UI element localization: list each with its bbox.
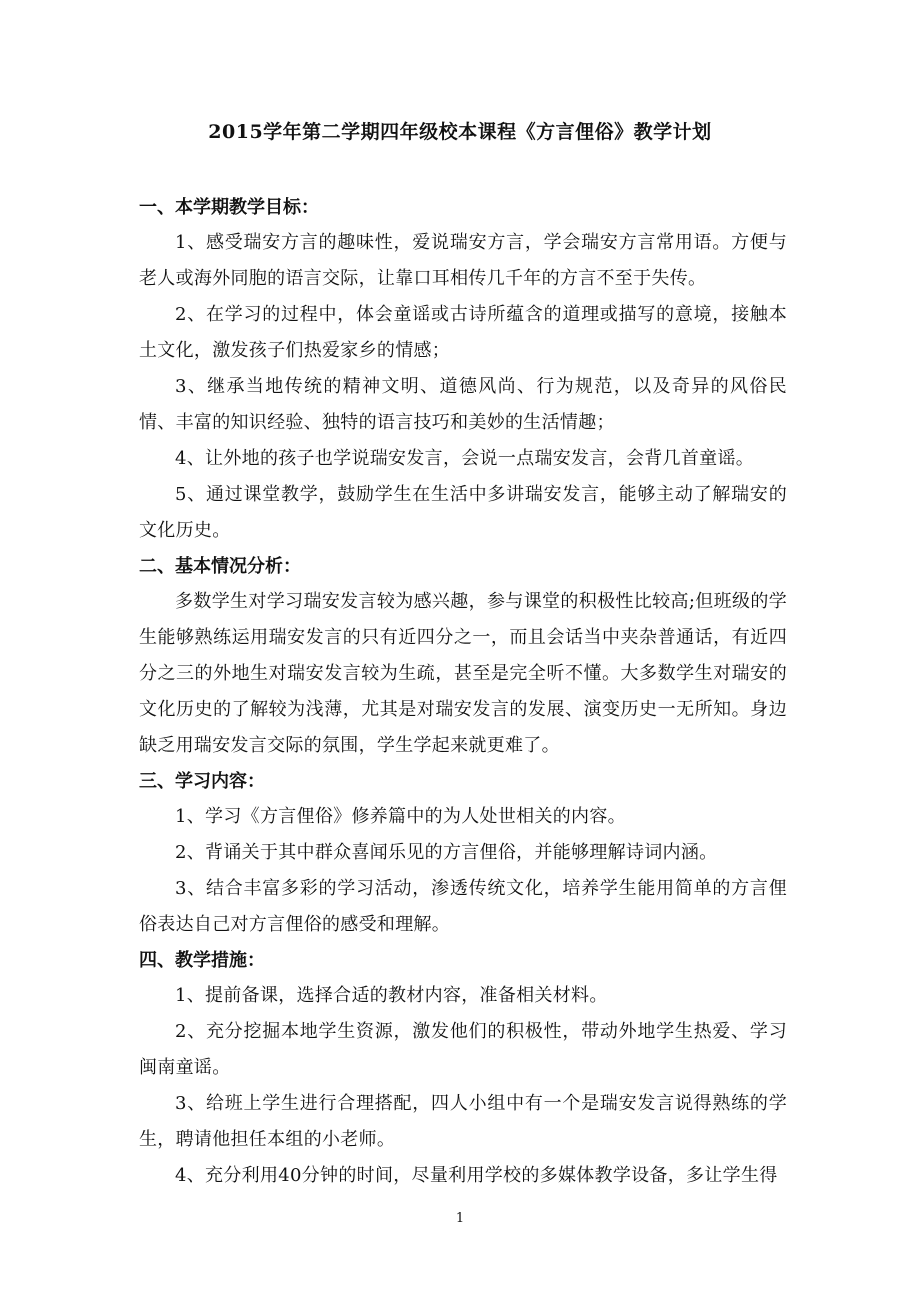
paragraph: 2、背诵关于其中群众喜闻乐见的方言俚俗，并能够理解诗词内涵。 <box>175 842 718 863</box>
paragraph: 3、继承当地传统的精神文明、道德风尚、行为规范，以及奇异的风俗民情、丰富的知识经验、独特的语言技巧和美妙的生活情趣； <box>139 376 787 433</box>
paragraph: 2、在学习的过程中，体会童谣或古诗所蕴含的道理或描写的意境，接触本土文化，激发孩子们热爱家乡的情感； <box>139 304 787 361</box>
page-number: 1 <box>455 1211 465 1226</box>
paragraph: 5、通过课堂教学，鼓励学生在生活中多讲瑞安发言，能够主动了解瑞安的文化历史。 <box>139 484 787 541</box>
section-heading: 一、本学期教学目标： <box>139 197 319 218</box>
section-teaching-goals <box>139 190 787 549</box>
section-situation-analysis <box>139 549 787 764</box>
paragraph: 3、给班上学生进行合理搭配，四人小组中有一个是瑞安发言说得熟练的学生，聘请他担任本组的小老师。 <box>139 1093 787 1150</box>
paragraph: 4、让外地的孩子也学说瑞安发言，会说一点瑞安发言，会背几首童谣。 <box>175 448 755 469</box>
paragraph: 3、结合丰富多彩的学习活动，渗透传统文化，培养学生能用简单的方言俚俗表达自己对方言俚俗的感受和理解。 <box>139 878 787 935</box>
section-heading: 四、教学措施： <box>139 950 265 971</box>
paragraph: 1、感受瑞安方言的趣味性，爱说瑞安方言，学会瑞安方言常用语。方便与老人或海外同胞的语言交际，让靠口耳相传几千年的方言不至于失传。 <box>139 232 787 289</box>
paragraph: 4、充分利用40分钟的时间，尽量利用学校的多媒体教学设备，多让学生得 <box>175 1165 778 1186</box>
paragraph: 1、学习《方言俚俗》修养篇中的为人处世相关的内容。 <box>175 806 626 827</box>
section-heading: 三、学习内容： <box>139 771 265 792</box>
section-learning-content <box>139 764 787 943</box>
paragraph: 2、充分挖掘本地学生资源，激发他们的积极性，带动外地学生热爱、学习闽南童谣。 <box>139 1021 787 1078</box>
paragraph: 1、提前备课，选择合适的教材内容，准备相关材料。 <box>175 985 608 1006</box>
section-heading: 二、基本情况分析： <box>139 556 301 577</box>
section-teaching-measures <box>139 943 787 1194</box>
document-body <box>139 190 787 1194</box>
paragraph: 多数学生对学习瑞安发言较为感兴趣，参与课堂的积极性比较高;但班级的学生能够熟练运用瑞安发言的只有近四分之一，而且会话当中夹杂普通话，有近四分之三的外地生对瑞安发言较为生疏，甚至是完全听不懂。大多数学生对瑞安的文化历史的了解较为浅薄，尤其是对瑞安发言的发展、演变历史一无所知。身边缺乏用瑞安发言交际的氛围，学生学起来就更难了。 <box>139 591 787 756</box>
document-title: 2015学年第二学期四年级校本课程《方言俚俗》教学计划 <box>208 121 712 143</box>
